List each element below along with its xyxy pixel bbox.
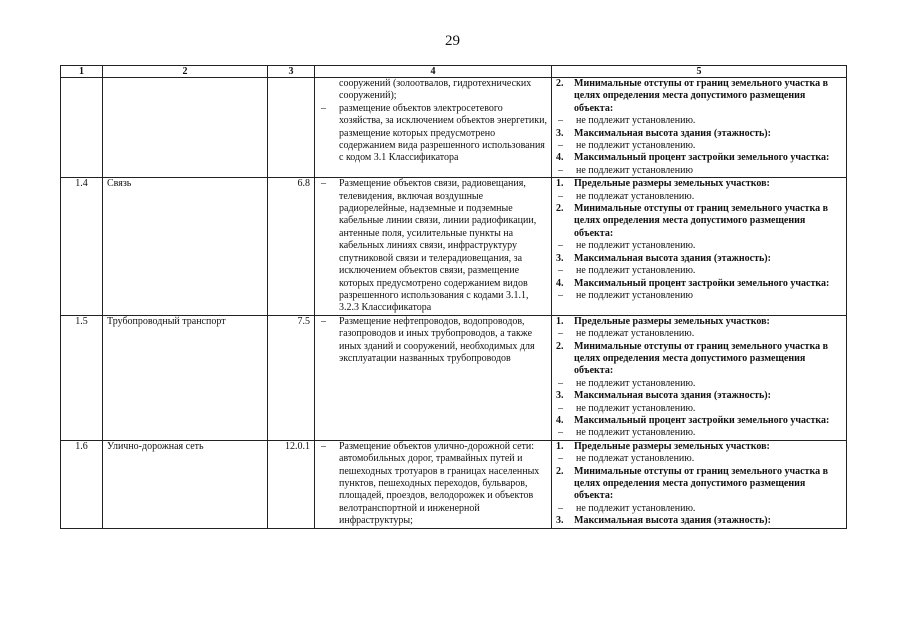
parameter-value [556,427,842,439]
use-description [315,178,552,315]
dash-bullet: – [558,115,563,127]
dash-bullet: – [558,328,563,340]
dash-bullet: – [558,427,563,439]
parameter-value [556,191,842,203]
dash-bullet: – [558,289,563,301]
parameter-title: Максимальная высота здания (этажность): [574,515,771,527]
classifier-code [268,78,315,178]
table-row [61,315,847,440]
parameter-value-text: не подлежит установлению [576,164,693,176]
dash-bullet: – [558,402,563,414]
parameter-heading [556,466,842,503]
description-text: Размещение нефтепроводов, водопроводов, газопроводов и иных трубопроводов, а также иных зданий и сооружений, необходимых для эксплуатации названных трубопроводов [339,315,535,364]
parameter-heading [556,441,842,453]
zoning-table [60,65,847,529]
dash-bullet: – [558,240,563,252]
parameter-value [556,403,842,415]
row-number: 1.6 [61,440,103,528]
parameter-title: Предельные размеры земельных участков: [574,178,770,190]
parameter-title: Минимальные отступы от границ земельного участка в целях определения места допустимого размещения объекта: [574,340,828,377]
parameter-number: 1. [556,440,564,452]
parameter-title: Максимальный процент застройки земельного участка: [574,152,830,164]
parameter-value-text: не подлежит установлению. [576,502,696,514]
dash-bullet: – [558,164,563,176]
col-header-3: 3 [268,66,315,78]
dash-bullet: – [558,140,563,152]
dash-bullet: – [321,440,326,452]
page-number: 29 [445,33,460,49]
parameter-heading [556,253,842,265]
parameter-value-text: не подлежит установлению. [576,115,696,127]
use-description [315,78,552,178]
parameter-heading [556,128,842,140]
use-description [315,315,552,440]
parameter-title: Максимальная высота здания (этажность): [574,127,771,139]
parameter-title: Минимальные отступы от границ земельного участка в целях определения места допустимого размещения объекта: [574,465,828,502]
parameter-value [556,378,842,390]
parameter-heading [556,316,842,328]
col-header-2: 2 [103,66,268,78]
use-name: Связь [103,178,268,315]
header-row [61,66,847,78]
dash-bullet: – [558,502,563,514]
parameter-value-text: не подлежит установлению. [576,140,696,152]
parameter-number: 2. [556,78,564,89]
parameter-value [556,503,842,515]
parameters-cell [552,440,847,528]
parameter-value-text: не подлежит установлению. [576,377,696,389]
table-row [61,440,847,528]
description-text: Размещение объектов связи, радиовещания, телевидения, включая воздушные радиорелейные, надземные и подземные кабельные линии связи, линии радиофикации, антенные поля, усилительные пункты на кабельных линиях связи, инфраструктуру спутниковой связи и телерадиовещания, за исключением объектов связи, размещение которых предусмотрено содержанием видов разрешенного использования с кодами 3.1.1, 3.2.3 Классификатора [339,178,537,314]
col-header-4: 4 [315,66,552,78]
parameter-number: 4. [556,414,564,426]
description-continuation: сооружений (золоотвалов, гидротехнических сооружений); [339,78,532,102]
parameter-title: Минимальные отступы от границ земельного участка в целях определения места допустимого размещения объекта: [574,78,828,114]
parameter-value-text: не подлежит установлению [576,289,693,301]
parameter-title: Максимальная высота здания (этажность): [574,390,771,402]
row-number: 1.4 [61,178,103,315]
description-text: размещение объектов электросетевого хозяйства, за исключением объектов энергетики, размещение которых предусмотрено содержанием вида разрешенного использования с кодом 3.1 Классификатора [339,102,547,164]
parameter-title: Максимальный процент застройки земельного участка: [574,414,830,426]
classifier-code: 6.8 [268,178,315,315]
parameter-number: 3. [556,515,564,527]
table-row [61,178,847,315]
parameter-number: 3. [556,127,564,139]
parameter-number: 2. [556,465,564,477]
table-row [61,78,847,178]
parameter-value [556,290,842,302]
dash-bullet: – [558,265,563,277]
dash-bullet: – [558,190,563,202]
parameter-heading [556,341,842,378]
parameter-number: 4. [556,152,564,164]
parameter-number: 1. [556,178,564,190]
parameter-title: Минимальные отступы от границ земельного участка в целях определения места допустимого размещения объекта: [574,203,828,239]
use-name: Трубопроводный транспорт [103,315,268,440]
col-header-5: 5 [552,66,847,78]
row-number: 1.5 [61,315,103,440]
parameter-heading [556,415,842,427]
row-number [61,78,103,178]
use-name: Улично-дорожная сеть [103,440,268,528]
dash-bullet: – [558,453,563,465]
parameter-heading [556,278,842,290]
parameter-title: Предельные размеры земельных участков: [574,315,770,327]
parameter-value-text: не подлежат установлению. [576,453,695,465]
parameter-heading [556,515,842,527]
parameters-cell [552,178,847,315]
parameter-title: Максимальный процент застройки земельного участка: [574,277,830,289]
dash-bullet: – [321,178,326,190]
parameter-value [556,115,842,127]
parameter-heading [556,178,842,190]
parameter-value [556,240,842,252]
parameter-heading [556,203,842,240]
parameter-title: Максимальная высота здания (этажность): [574,252,771,264]
description-text: Размещение объектов улично-дорожной сети: автомобильных дорог, трамвайных путей и пешеходных тротуаров в границах населенных пунктов, пешеходных переходов, бульваров, площадей, проездов, велодорожек и объектов велотранспортной и инженерной инфраструктуры; [339,440,540,527]
dash-bullet: – [321,102,326,114]
parameter-number: 2. [556,203,564,215]
parameters-cell [552,78,847,178]
parameter-value [556,453,842,465]
parameter-number: 2. [556,340,564,352]
parameter-value-text: не подлежит установлению. [576,265,696,277]
parameter-value-text: не подлежат установлению. [576,328,695,340]
parameter-value-text: не подлежит установлению. [576,427,696,439]
parameters-cell [552,315,847,440]
parameter-heading [556,390,842,402]
parameter-heading [556,152,842,164]
classifier-code: 7.5 [268,315,315,440]
classifier-code: 12.0.1 [268,440,315,528]
description-item [319,178,547,314]
use-description [315,440,552,528]
table-body [61,78,847,529]
parameter-number: 1. [556,315,564,327]
parameter-number: 3. [556,390,564,402]
parameter-value-text: не подлежит установлению. [576,402,696,414]
parameter-value-text: не подлежат установлению. [576,190,695,202]
description-item [319,316,547,366]
parameter-value [556,140,842,152]
parameter-number: 3. [556,252,564,264]
parameter-value-text: не подлежит установлению. [576,240,696,252]
parameter-heading [556,78,842,115]
col-header-1: 1 [61,66,103,78]
use-name [103,78,268,178]
parameter-title: Предельные размеры земельных участков: [574,440,770,452]
dash-bullet: – [321,315,326,327]
description-item [319,103,547,165]
dash-bullet: – [558,377,563,389]
parameter-value [556,328,842,340]
parameter-value [556,265,842,277]
parameter-value [556,165,842,177]
description-item [319,441,547,528]
parameter-number: 4. [556,277,564,289]
